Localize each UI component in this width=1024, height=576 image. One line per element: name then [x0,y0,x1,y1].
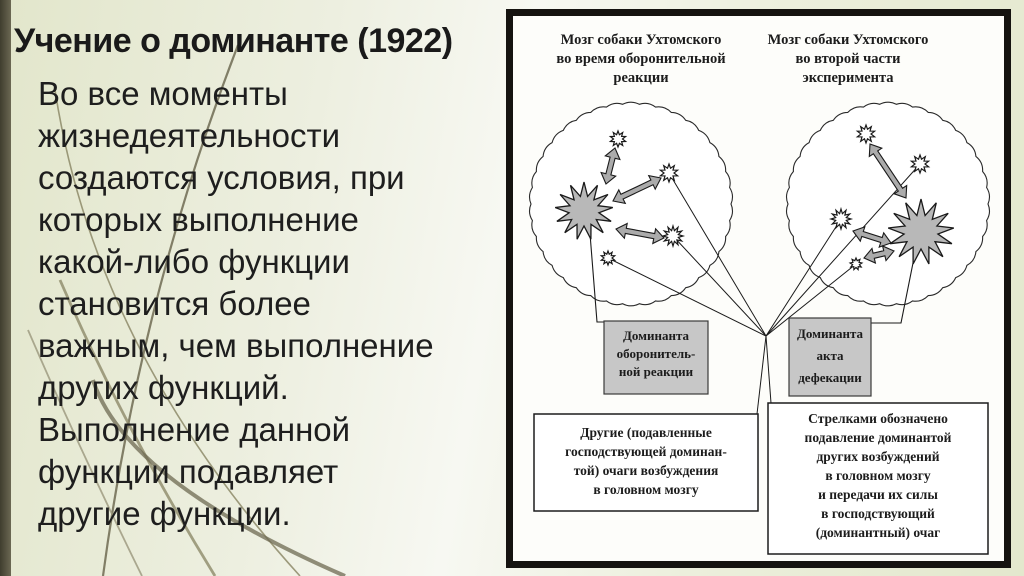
body-line: других функций. [38,369,289,406]
right-brain-header-line: эксперимента [802,70,894,86]
dominanta-diagram [513,16,1004,561]
arrows-note-line: в головном мозгу [825,468,931,483]
arrows-note-line: Стрелками обозначено [808,411,948,426]
arrows-note-line: в господствующий [821,506,935,521]
dominanta-diagram-panel [506,9,1011,568]
right-dominant-label-line: Доминанта [796,326,864,341]
left-brain-header-line: во время оборонительной [556,51,726,67]
body-line: другие функции. [38,495,291,532]
suppressed-foci-note-line: той) очаги возбуждения [573,463,719,478]
body-line: какой-либо функции [38,243,350,280]
left-accent-bar [0,0,11,576]
left-dominant-label-line: Доминанта [622,328,690,343]
arrows-note-line: других возбуждений [816,449,940,464]
right-dominant-label-line: акта [816,348,844,363]
suppressed-foci-note-line: в головном мозгу [593,482,699,497]
brain-outline [786,102,989,306]
left-brain-header-line: Мозг собаки Ухтомского [560,32,722,48]
suppressed-foci-note-line: господствующей доминан- [565,444,727,459]
arrows-note-line: (доминантный) очаг [815,525,941,540]
body-line: Во все моменты [38,75,288,112]
convergence-to-left-box-line [757,336,766,414]
left-brain-header-line: реакции [613,70,669,86]
body-line: которых выполнение [38,201,359,238]
right-brain-header-line: Мозг собаки Ухтомского [767,32,929,48]
body-line: становится более [38,285,311,322]
right-dominant-label-line: дефекации [798,370,862,385]
left-dominant-label-line: ной реакции [618,364,694,379]
arrows-note-line: подавление доминантой [804,430,952,445]
body-line: жизнедеятельности [38,117,341,154]
slide-title: Учение о доминанте (1922) [14,22,453,60]
suppressed-foci-note-line: Другие (подавленные [580,425,712,440]
slide-text-column [14,22,502,535]
brain-outline [529,102,732,306]
convergence-to-right-box-line [766,336,771,403]
body-line: важным, чем выполнение [38,327,434,364]
slide-body-paragraph [14,73,502,535]
body-line: функции подавляет [38,453,339,490]
arrows-note-line: и передачи их силы [818,487,938,502]
left-dominant-label-line: оборонитель- [616,346,696,361]
body-line: создаются условия, при [38,159,405,196]
right-brain-header-line: во второй части [795,51,901,67]
body-line: Выполнение данной [38,411,351,448]
